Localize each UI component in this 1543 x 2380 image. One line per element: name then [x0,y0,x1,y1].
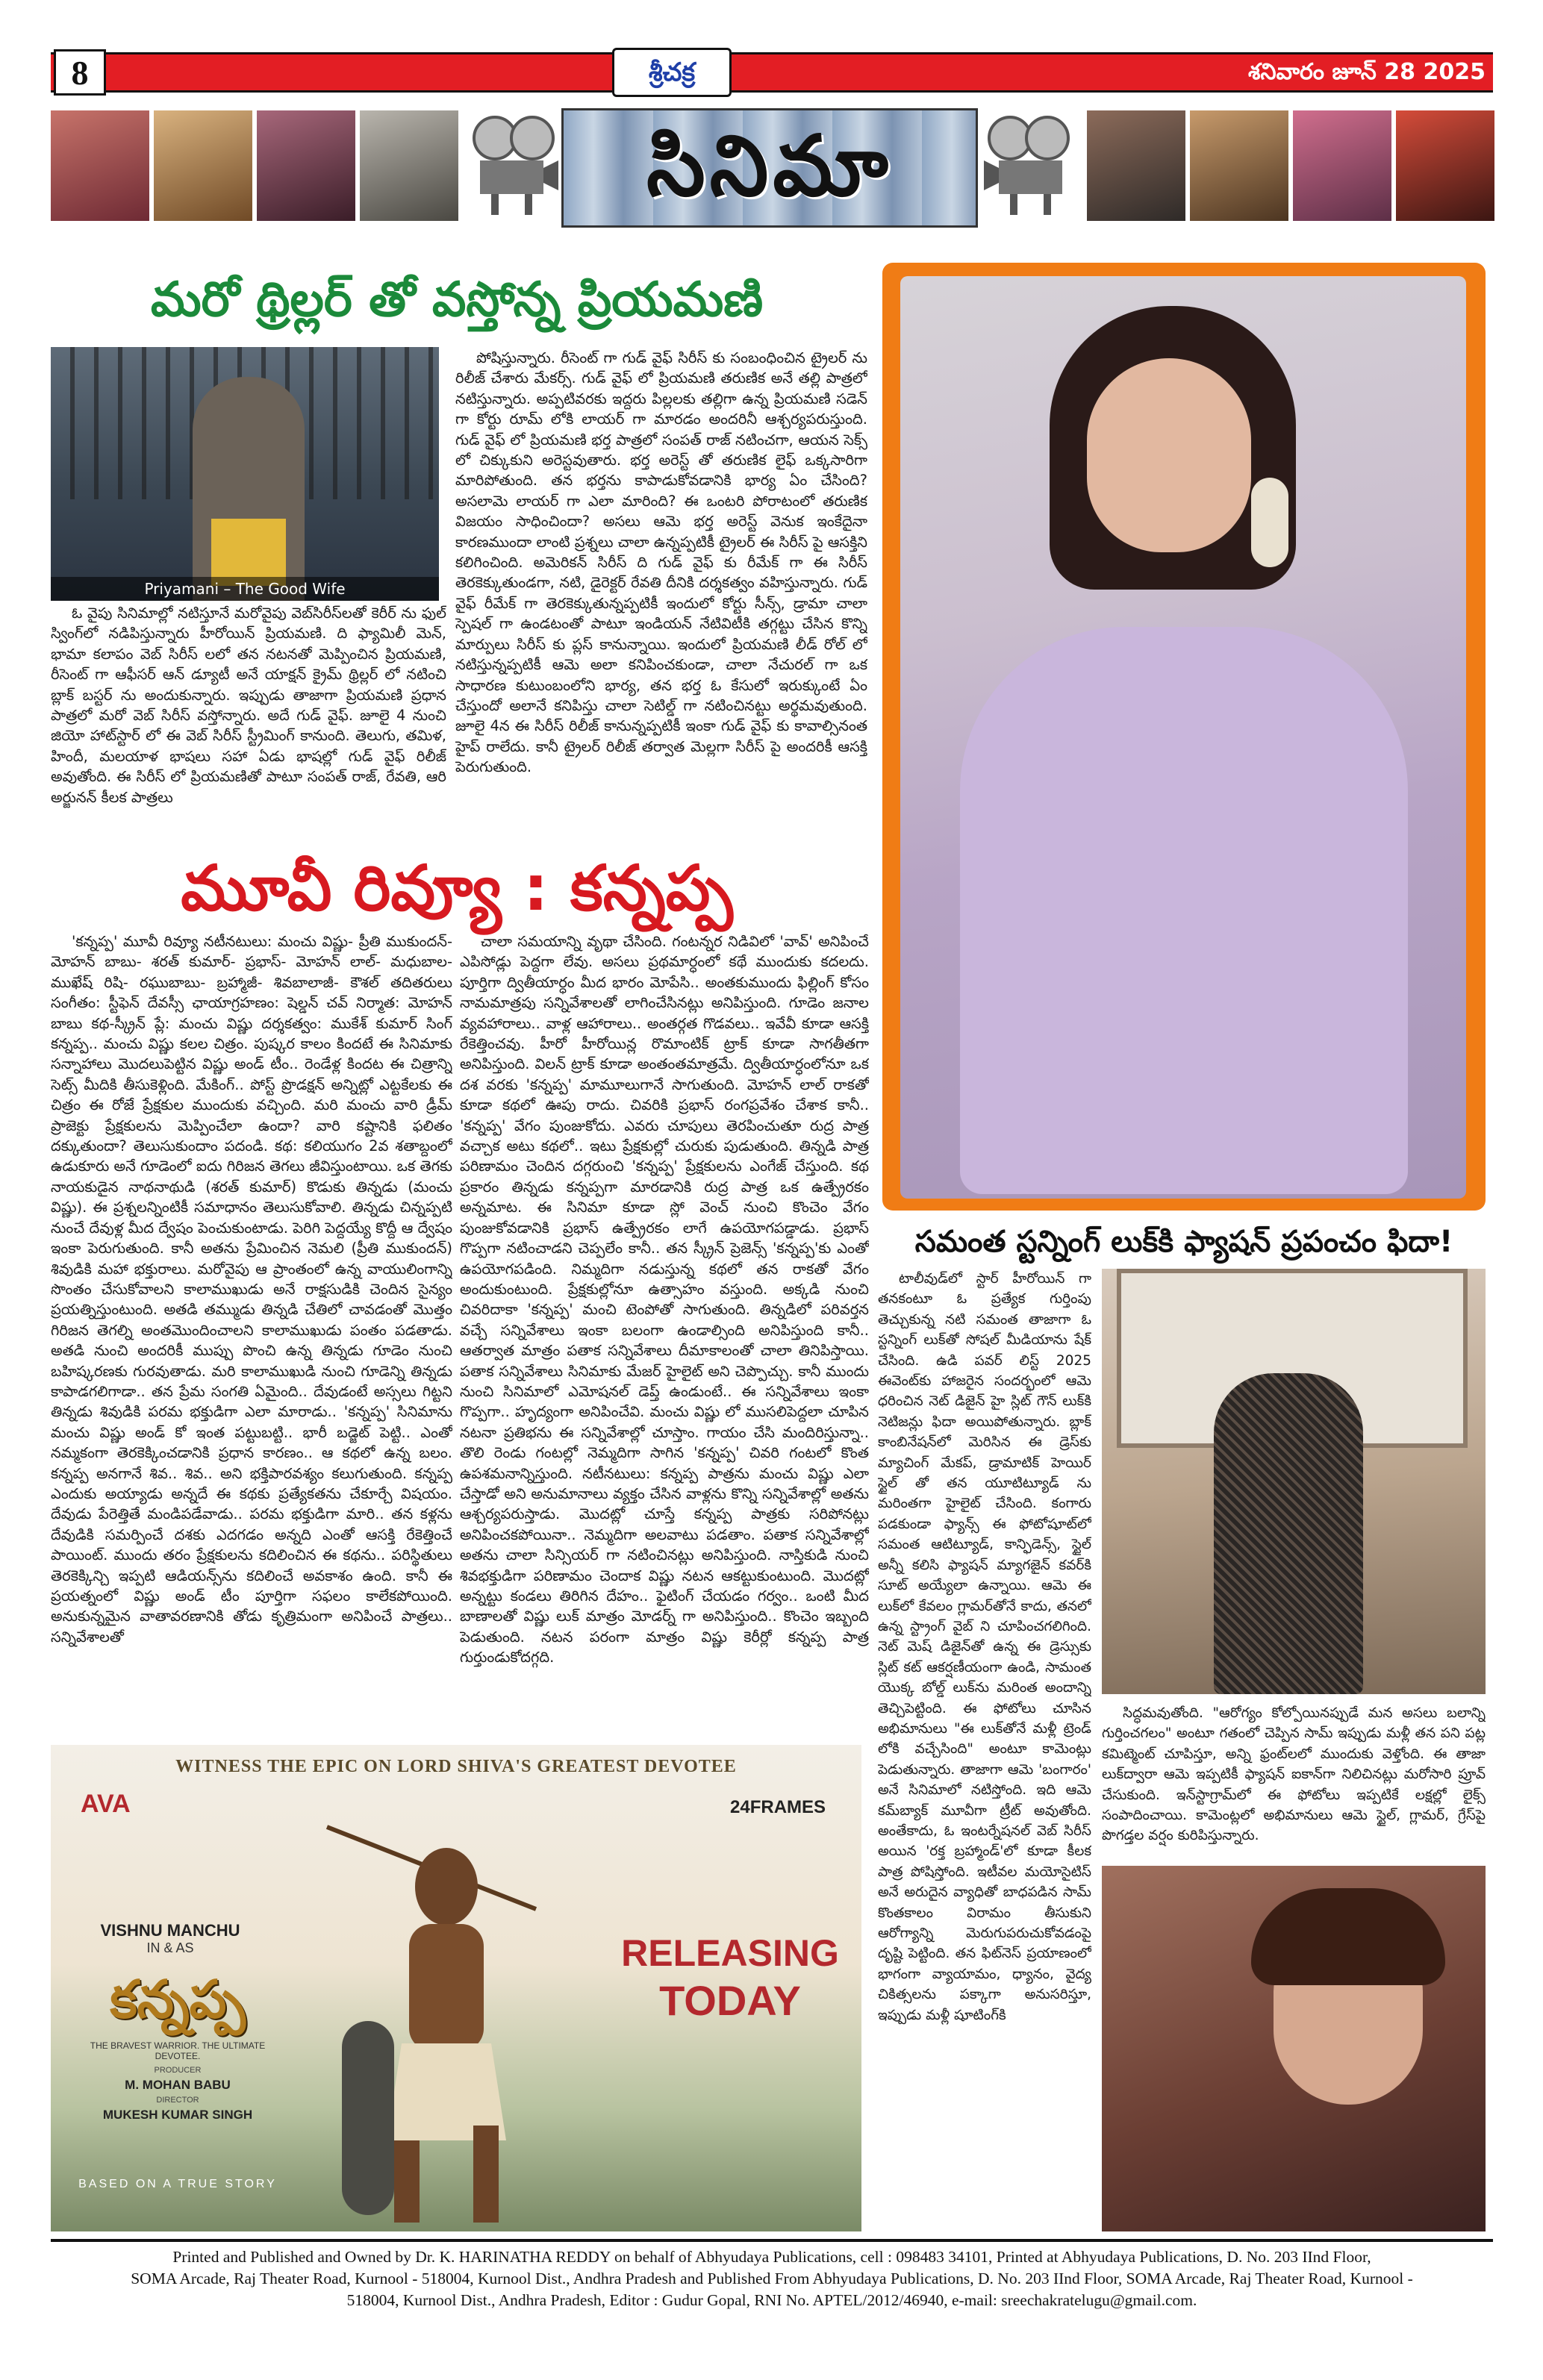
poster-producer-label: PRODUCER [154,2066,202,2075]
actress-photo [900,276,1466,1199]
article3-col-left [878,1269,1091,2231]
article2-col2 [460,931,869,1737]
poster-title: కన్నప్ప [110,1969,246,2030]
imprint-footer [60,2246,1484,2358]
paragraph: సిద్ధమవుతోంది. "ఆరోగ్యం కోల్పోయినప్పుడే మన అసలు బలాన్ని గుర్తించగలం" అంటూ గతంలో చెప్పిన సామ్ ఇప్పుడు మళ్లీ తన పని పట్ల కమిట్మెంట్ చూపిస్తూ, అన్ని ఫ్రంట్‌లలో ముందుకు వెళ్తోంది. ఈ తాజా లుక్‌ద్వారా ఆమె ఇప్పటికీ ఫ్యాషన్ ఐకాన్‌గా నిలిచినట్లు మరోసారి ప్రూవ్ చేసుకుంది. ఇన్‌స్టాగ్రామ్‌లో ఈ ఫోటోలు ఇప్పటికే లక్షల్లో లైక్స్ సంపాదించాయి. కామెంట్లలో అభిమానులు ఆమె స్టైల్, గ్లామర్, గ్రేస్‌పై పొగడ్తల వర్షం కురిపిస్తున్నారు. [1102,1705,1486,1844]
section-title-panel [561,108,978,228]
dress-shape [1214,1373,1363,1694]
warrior-figure [297,1797,566,2230]
ava-logo: AVA [81,1790,131,1818]
earring-decoration [1251,478,1288,567]
paragraph: 'కన్నప్ప' మూవీ రివ్యూ నటీనటులు: మంచు విష్ణు- ప్రీతి ముకుందన్- మోహన్ బాబు- శరత్ కుమార్- ప్రభాస్- మోహన్ లాల్- మధుబాల- ముఖేష్ రిషి- రఘుబాబు- బ్రహ్మాజీ- శివబాలాజీ- కౌశల్ తదితరులు సంగీతం: స్టీఫెన్ దేవస్సీ ఛాయాగ్రహణం: షెల్డన్ చవ్ నిర్మాత: మోహన్ బాబు కథ-స్క్రీన్ ప్లే: మంచు విష్ణు దర్శకత్వం: ముకేశ్ కుమార్ సింగ్ కన్నప్ప.. మంచు విష్ణు కలల చిత్రం. పుష్కర కాలం కిందటే ఈ సినిమాకు సన్నాహాలు మొదలుపెట్టిన విష్ణు అండ్ టీం.. రెండేళ్ల కిందట ఈ చిత్రాన్ని సెట్స్ మీదికి తీసుకెళ్లింది. మేకింగ్.. పోస్ట్ ప్రొడక్షన్ అన్నిట్లో ఎట్టకేలకు ఈ చిత్రం ఈ రోజే ప్రేక్షకుల ముందుకు వచ్చింది. మరి మంచు వారి డ్రీమ్ ప్రాజెక్టు ప్రేక్షకులను మెప్పించేలా ఉందా? వారి కష్టానికి ఫలితం దక్కుతుందా? తెలుసుకుందాం పదండి. కథ: కలియుగం 2వ శతాబ్దంలో ఉడుకూరు అనే గూడెంలో ఐదు గిరిజన తెగలు జీవిస్తుంటాయి. ఒక తెగకు నాయకుడైన నాథనాథుడి (శరత్ కుమార్) కొడుకు తిన్నడు (మంచు విష్ణు). ఈ ప్రశ్నలన్నింటికీ సమాధానం తెలుసుకోవాలి. తిన్నడు చిన్నప్పటి నుంచే దేవుళ్ల మీద ద్వేషం పెంచుకుంటాడు. పెరిగి పెద్దయ్యే కొద్దీ ఆ ద్వేషం ఇంకా పెరుగుతుంది. కానీ అతను ప్రేమించిన నెమలి (ప్రీతి ముకుందన్) శివుడికి మహా భక్తురాలు. మరోవైపు ఆ ప్రాంతంలో ఉన్న వాయులింగాన్ని సొంతం చేసుకోవాలని కాలాముఖుడు అనే రాక్షసుడికి చెందిన సైన్యం ప్రయత్నిస్తుంటుంది. అతడి తమ్ముడు తిన్నడి చేతిలో చావడంతో మొత్తం గిరిజన తెగల్ని అంతమొందించాలని కాలాముఖుడు పంతం పడతాడు. అతడి నుంచి అందరికీ ముప్పు పొంచి ఉన్న తిన్నడు గూడెం నుంచి బహిష్కరణకు గురవుతాడు. మరి కాలాముఖుడి నుంచి గూడెన్ని తిన్నడు కాపాడగలిగాడా.. తన ప్రేమ సంగతి ఏమైంది.. దేవుడంటే అస్సలు గిట్టని తిన్నడు శివుడికి పరమ భక్తుడిగా ఎలా మారాడు.. 'కన్నప్ప' సినిమాను మంచు విష్ణు అండ్ కో ఇంత పట్టుబట్టి.. భారీ బడ్జెట్ పెట్టి.. ఎంతో నమ్మకంగా తెరకెక్కించడానికి ప్రధాన కారణం.. ఆ కథలో ఉన్న బలం. కన్నప్ప అనగానే శివ.. శివ.. అని భక్తిపారవశ్యం కలుగుతుంది. కన్నప్ప ఎందుకు అయ్యాడు అన్నదే ఈ కథకు ప్రత్యేకతను చేకూర్చే విషయం. దేవుడు పేరెత్తితే మండిపడేవాడు.. పరమ భక్తుడిగా మారి.. తన కళ్లను దేవుడికి సమర్పించే దశకు ఎదగడం అన్నది ఎంతో ఆసక్తి రేకెత్తించే పాయింట్. ముందు తరం ప్రేక్షకులను కదిలించిన ఈ కథను.. పరిస్థితులు తెరకెక్కిన్చి ఇప్పటి ఆడియన్స్‌ను కదిలించే అవకాశం ఉంది. కానీ ఈ ప్రయత్నంలో విష్ణు అండ్ టీం పూర్తిగా సఫలం కాలేకపోయింది. అనుకున్నమైన వాతావరణానికి తోడు కృత్రిమంగా అనిపించే పాత్రలు.. సన్నివేశాలతో [51,933,452,1646]
paper-logo: శ్రీచక్ర [612,48,732,97]
release-line1: RELEASING [621,1932,839,1974]
poster-tagline: WITNESS THE EPIC ON LORD SHIVA'S GREATEST DEVOTEE [175,1757,737,1776]
article1-body-left [51,603,446,827]
paragraph: ఓ వైపు సినిమాల్లో నటిస్తూనే మరోవైపు వెబ్‌సిరీస్‌లతో కెరీర్ ను ఫుల్ స్వింగ్‌లో నడిపిస్తున్నారు హీరోయిన్ ప్రియమణి. ది ఫ్యామిలీ మెన్, భామా కలాపం వెబ్ సిరీస్ లలో తన నటనతో మెప్పించిన ప్రియమణి, రీసెంట్ గా ఆఫీసర్ ఆన్ డ్యూటీ అనే యాక్షన్ క్రైమ్ థ్రిల్లర్ లో నటించి బ్లాక్ బస్టర్ ను అందుకున్నారు. ఇప్పుడు తాజాగా ప్రియమణి ప్రధాన పాత్రలో మరో వెబ్ సిరీస్ వస్తోన్నారు. అదే గుడ్ వైఫ్. జూలై 4 నుంచి జియో హాట్‌స్టార్ లో ఈ వెబ్ సిరీస్ స్ట్రీమింగ్ కానుంది. తెలుగు, తమిళ, హిందీ, మలయాళ భాషలు సహా ఏడు భాషల్లో గుడ్ వైఫ్ రిలీజ్ అవుతోంది. ఈ సిరీస్ లో ప్రియమణితో పాటూ సంపత్ రాజ్, రేవతి, ఆరి అర్జునన్ కీలక పాత్రలు [51,605,446,806]
poster-star: VISHNU MANCHU [100,1921,240,1940]
star-photo-2 [154,110,252,221]
article3-col-right [1102,1703,1486,1860]
star-photo-4 [360,110,458,221]
file-folder [211,519,286,586]
section-title: సినిమా [646,118,893,215]
release-line2: TODAY [659,1977,801,2024]
paragraph: చాలా సమయాన్ని వృథా చేసింది. గంటన్నర నిడివిలో 'వావ్' అనిపించే ఎపిసోడ్లు పెద్దగా లేవు. అసలు ప్రథమార్ధంలో కథే ముందుకు కదలదు. పూర్తిగా ద్వితీయార్ధం మీద భారం మోపేసి.. అంతకుముందు ఫిల్లింగ్ కోసం నామమాత్రపు సన్నివేశాలతో లాగించేసినట్లు అనిపిస్తుంది. గూడెం జనాల వ్యవహారాలు.. వాళ్ల ఆహారాలు.. అంతర్గత గొడవలు.. ఇవేవీ కూడా ఆసక్తి రేకెత్తించవు. హీరో హీరోయిన్ల రొమాంటిక్ ట్రాక్ కూడా సాగతీతగా అనిపిస్తుంది. విలన్ ట్రాక్ కూడా అంతంతమాత్రమే. ద్వితీయార్ధంలోనూ ఒక దశ వరకు 'కన్నప్ప' మామూలుగానే సాగుతుంది. మోహన్ లాల్ రాకతో కూడా కథలో ఊపు రాదు. చివరికి ప్రభాస్ రంగప్రవేశం చేశాక కానీ.. 'కన్నప్ప' వేగం పుంజుకోదు. ఎవరు చూపులు తెరపించుతూ రుద్ర పాత్ర వచ్చాక అటు కథలో.. ఇటు ప్రేక్షకుల్లో చురుకు పుడుతుంది. తిన్నడి పాత్ర పరిణామం చెందిన దగ్గరుంచి 'కన్నప్ప' ప్రేక్షకులను ఎంగేజ్ చేస్తుంది. కథ ప్రకారం తిన్నడు కన్నప్పగా మారడానికి రుద్ర పాత్ర ఒక ఉత్ప్రేరకం అన్నమాట. ఈ సినిమా కూడా స్లో వెంచ్ నుంచి కొంచెం వేగం పుంజుకోవడానికి ప్రభాస్ ఉత్ప్రేరకం లాగే ఉపయోగపడ్డాడు. ప్రభాస్ గొప్పగా నటించాడని చెప్పలేం కానీ.. తన స్క్రీన్ ప్రెజెన్స్ 'కన్నప్ప'కు ఎంతో ఉపయోగపడింది. నిమ్మదిగా నడుస్తున్న కథలో తన రాకతో వేగం అందుకుంటుంది. ప్రేక్షకుల్లోనూ ఉత్సాహం వస్తుంది. అక్కడి నుంచి చివరిదాకా 'కన్నప్ప' మంచి టెంపోతో సాగుతుంది. తిన్నడిలో పరివర్తన వచ్చే సన్నివేశాలు ఇంకా బలంగా ఉండాల్సింది అనిపిస్తుంది కానీ.. ఆతర్వాత మాత్రం పతాక సన్నివేశాలు దీమాకాలంతో చాలా తినిపిస్తాయి. పతాక సన్నివేశాలు సినిమాకు మేజర్ హైలైట్ అని చెప్పొచ్చు. కానీ ముందు నుంచి సినిమాలో ఎమోషనల్ డెప్త్ ఉండుంటే.. ఈ సన్నివేశాలు ఇంకా గొప్పగా.. హృద్యంగా అనిపించేవి. మంచు విష్ణు లో ముసలిపెద్దలా చూపిన నటనా ప్రతిభను ఈ సన్నివేశాల్లో చూస్తాం. గాయం చేసి మందిరిస్తున్నా.. తొలి రెండు గంటల్లో నెమ్మదిగా సాగిన 'కన్నప్ప' చివరి గంటలో కొంత ఉపశమనాన్నిస్తుంది. నటీనటులు: కన్నప్ప పాత్రను మంచు విష్ణు ఎలా చేస్తాడో అని అనుమానాలు వ్యక్తం చేసిన వాళ్లను కొన్ని సన్నివేశాల్లో అతను ఆశ్చర్యపరుస్తాడు. మొదట్లో చూస్తే కన్నప్ప పాత్రకు సరిపోనట్లు అనిపించకపోయినా.. నెమ్మదిగా అలవాటు పడతాం. పతాక సన్నివేశాల్లో అతను చాలా సిన్సియర్ గా నటించినట్లు అనిపిస్తుంది. నాస్తికుడి నుంచి శివభక్తుడిగా పరిణామం చెందాక విష్ణు నటన ఆకట్టుకుంటుంది. మొదట్లో అన్నట్టు కండలు తిరిగిన దేహం.. ఫైటింగ్ చేయడం గర్వం.. ఒంటి మీద బాణాలతో విష్ణు లుక్ మాత్రం మోడర్న్ గా అనిపిస్తుంది.. కొంచెం ఇబ్బంది పెడుతుంది. నటన పరంగా మాత్రం విష్ణు కెరీర్లో కన్నప్ప పాత్ర గుర్తుండుకోదగ్గది. [460,933,869,1667]
paragraph: టాలీవుడ్‌లో స్టార్ హీరోయిన్ గా తనకంటూ ఓ ప్రత్యేక గుర్తింపు తెచ్చుకున్న నటి సమంత తాజాగా ఓ స్టన్నింగ్ లుక్‌తో సోషల్ మీడియాను షేక్ చేసింది. ఉడి పవర్ లిస్ట్ 2025 ఈవెంట్‌కు హాజరైన సందర్భంలో ఆమె ధరించిన నెట్ డిజైన్ హై స్లిట్ గౌన్ లుక్‌కి నెటిజన్లు ఫిదా అయిపోతున్నారు. బ్లాక్ కాంబినేషన్‌లో మెరిసిన ఈ డ్రెస్‌కు మ్యాచింగ్ మేకప్, డ్రామాటిక్ హెయిర్ స్టైల్ తో తన యూటిట్యూడ్ ను మరింతగా హైలైట్ చేసింది. కంగారు పడకుండా ఫ్యాన్స్ ఈ ఫోటోషూట్‌లో సమంత ఆటిట్యూడ్, కాన్ఫిడెన్స్, స్టైల్ అన్నీ కలిసి ఫ్యాషన్ మ్యాగజైన్ కవర్‌కి సూట్ అయ్యేలా ఉన్నాయి. ఆమె ఈ లుక్‌లో కేవలం గ్లామర్‌తోనే కాదు, తనలో ఉన్న స్ట్రాంగ్ వైబ్ ని చూపించగలిగింది. నెట్ మెష్ డిజైన్‌తో ఉన్న ఈ డ్రెస్సుకు స్లిట్ కట్ ఆకర్షణీయంగా ఉండి, సామంత యొక్క బోల్డ్ లుక్‌ను మరింత అందాన్ని తెచ్చిపెట్టింది. ఈ ఫోటోలు చూసిన అభిమానులు "ఈ లుక్‌తోనే మళ్లీ ట్రెండ్ లోకి వచ్చేసింది" అంటూ కామెంట్లు పెడుతున్నారు. తాజాగా ఆమె 'బంగారం' అనే సినిమాలో నటిస్తోంది. ఇది ఆమె కమ్‌బ్యాక్ మూవీగా ట్రీట్ అవుతోంది. అంతేకాదు, ఓ ఇంటర్నేషనల్ వెబ్ సిరీస్ అయిన 'రక్త బ్రహ్మాండ్'లో కూడా కీలక పాత్ర పోషిస్తోంది. ఇటీవల మయోసైటిస్ అనే అరుదైన వ్యాధితో బాధపడిన సామ్ కొంతకాలం విరామం తీసుకుని ఆరోగ్యాన్ని మెరుగుపరుచుకోవడంపై దృష్టి పెట్టింది. తన ఫిట్‌నెస్ ప్రయాణంలో భాగంగా వ్యాయామం, ధ్యానం, వైద్య చికిత్సలను పక్కాగా అనుసరిస్తూ, ఇప్పుడు మళ్లీ షూటింగ్‌కి [878,1271,1091,2023]
samantha-photo-1 [1102,1269,1486,1694]
actress-photo-frame [882,263,1486,1211]
article1-headline: మరో థ్రిల్లర్ తో వస్తోన్న ప్రియమణి [150,272,764,328]
article2-headline: మూవీ రివ్యూ : కన్నప్ప [181,852,733,925]
paragraph: పోషిస్తున్నారు. రీసెంట్ గా గుడ్ వైఫ్ సిరీస్ కు సంబంధించిన ట్రైలర్ ను రిలీజ్ చేశారు మేకర్స్. గుడ్ వైఫ్ లో ప్రియమణి తరుణిక అనే తల్లి పాత్రలో నటిస్తున్నారు. అప్పటివరకు ఇద్దరు పిల్లలకు తల్లిగా ఉన్న ప్రియమణి సడెన్ గా కోర్టు రూమ్ లోకి లాయర్ గా మారడం అందరినీ ఆశ్చర్యపరుస్తుంది. గుడ్ వైఫ్ లో ప్రియమణి భర్త పాత్రలో సంపత్ రాజ్ నటించగా, ఆయన సెక్స్ లో చిక్కుకుని అరెస్టవుతారు. భర్త అరెస్ట్ తో తరుణిక లైఫ్ ఒక్కసారిగా మారిపోతుంది. తన భర్తను కాపాడుకోవడానికి భార్య ఏం చేసింది? అసలామె లాయర్ గా ఎలా మారింది? ఈ ఒంటరి పోరాటంలో తరుణిక విజయం సాధించిందా? అసలు ఆమె భర్త అరెస్ట్ వెనుక ఇంకేదైనా కారణముందా లాంటి ప్రశ్నలు చాలా ఉన్నప్పటికీ ట్రైలర్ ఈ సిరీస్ పై ఆసక్తిని కలిగించింది. అమెరికన్ సిరీస్ ది గుడ్ వైఫ్ కు రీమేక్ గా ఈ సిరీస్ తెరకెక్కుతుండగా, నటి, డైరెక్టర్ రేవతి దీనికి దర్శకత్వం వహిస్తున్నారు. గుడ్ వైఫ్ రీమేక్ గా తెరకెక్కుతున్నప్పటికీ ఇందులో కోర్టు సీన్స్, డ్రామా చాలా స్పెషల్ గా ఉండటంతో పాటూ ఇండియన్ నేటివిటీకి తగ్గట్టు చేసిన కొన్ని మార్పులు సిరీస్ కు ప్లస్ కానున్నాయి. ఇందులో ప్రియమణి లీడ్ రోల్ లో నటిస్తున్నప్పటికీ ఆమె అలా కనిపించకుండా, చాలా నేచురల్ గా ఒక సాధారణ కుటుంబంలోని భార్య, తన భర్త ఓ కేసులో ఇరుక్కుంటే ఏం చేస్తుందో అలానే కనిపిస్తు చాలా సెటిల్డ్ గా నటించినట్టు అర్థమవుతుంది. జూలై 4న ఈ సిరీస్ రిలీజ్ కానున్నప్పటికీ ఇంకా గుడ్ వైఫ్ కు కావాల్సినంత హైప్ రాలేదు. కానీ ట్రైలర్ రిలీజ్ తర్వాత మెల్లగా సిరీస్ పై అందరికీ ఆసక్తి పెరుగుతుంది. [455,349,867,776]
film-projector-icon-left [469,112,558,216]
article3-headline: సమంత స్టన్నింగ్ లుక్‌కి ఫ్యాషన్ ప్రపంచం ఫిదా! [914,1225,1453,1259]
star-photo-1 [51,110,149,221]
article2-col1 [51,931,452,1737]
photo-caption: Priyamani – The Good Wife [51,577,439,601]
imprint-line-1: Printed and Published and Owned by Dr. K. HARINATHA REDDY on behalf of Abhyudaya Publications, cell : 098483 34101, Printed at Abhyudaya Publications, D. No. 203 IInd Floor, [172,2248,1371,2266]
24frames-logo: 24FRAMES [730,1797,826,1817]
issue-date: శనివారం జూన్ 28 2025 [1248,59,1486,85]
poster-title-sub: THE BRAVEST WARRIOR. THE ULTIMATE DEVOTEE. [90,2040,266,2061]
poster-producer: M. MOHAN BABU [125,2078,231,2092]
priyamani-photo [51,347,439,601]
page-number: 8 [54,49,106,96]
star-photo-7 [1293,110,1391,221]
star-photo-5 [1087,110,1185,221]
hair-shape [1251,1888,1445,1985]
footer-rule [51,2239,1493,2242]
poster-director: MUKESH KUMAR SINGH [102,2108,253,2122]
film-projector-icon-right [984,112,1073,216]
article1-body-right [455,348,867,833]
imprint-line-3: 518004, Kurnool Dist., Andhra Pradesh, Editor : Gudur Gopal, RNI No. APTEL/2012/46940, e-mail: sreechakratelugu@gmail.com. [346,2291,1197,2309]
dress-shape [960,627,1408,1194]
poster-star-sub: IN & AS [146,1940,194,1955]
samantha-photo-2 [1102,1866,1486,2231]
imprint-line-2: SOMA Arcade, Raj Theater Road, Kurnool - 518004, Kurnool Dist., Andhra Pradesh and Published From Abhyudaya Publications, D. No. 203 IInd Floor, SOMA Arcade, Raj Theater Road, Kurnool - [131,2270,1413,2287]
star-photo-3 [257,110,355,221]
face-shape [1087,358,1251,552]
kannappa-poster [51,1745,861,2231]
star-photo-6 [1190,110,1288,221]
poster-director-label: DIRECTOR [156,2096,199,2105]
star-photo-8 [1396,110,1494,221]
poster-based-on: BASED ON A TRUE STORY [78,2178,277,2190]
